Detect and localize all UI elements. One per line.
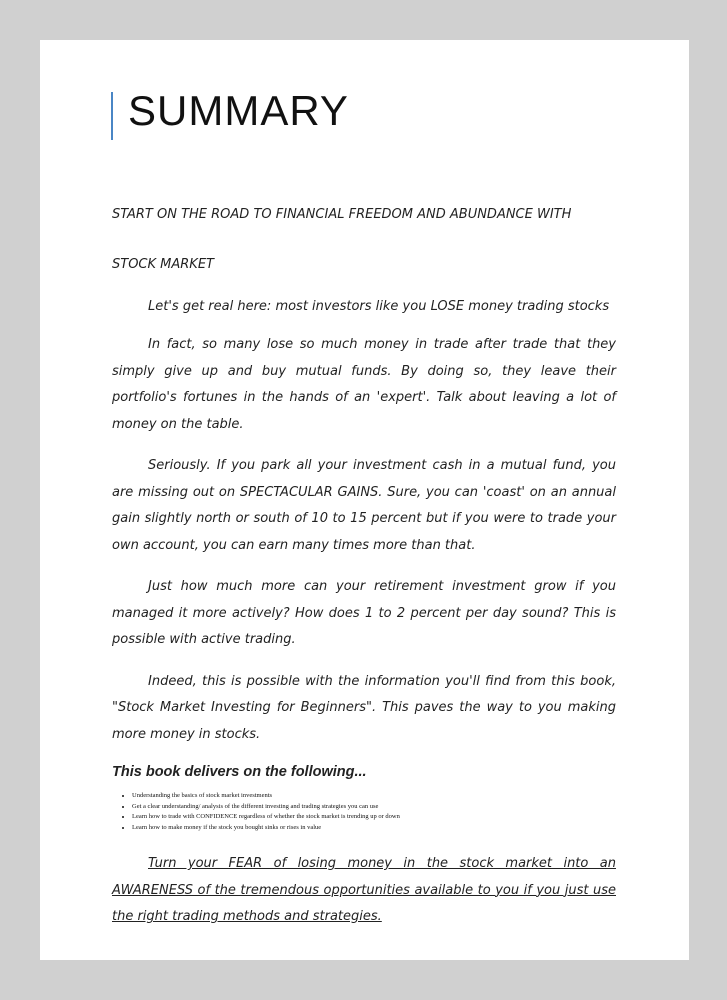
paragraph-2: In fact, so many lose so much money in trade after trade that they simply give up and buy mutual funds. By doing so, they leave their portfolio's fortunes in the hands of an 'expert'. Talk about leaving a lot of money on the table. [112,337,616,432]
bullet-list [112,791,616,833]
bullet-item: • Learn how to trade with CONFIDENCE regardless of whether the stock market is trending up or down [132,812,616,823]
bullet-item: • Learn how to make money if the stock you bought sinks or rises in value [132,823,616,834]
bullet-item: • Understanding the basics of stock market investments [132,791,616,802]
paragraph-1: Let's get real here: most investors like you LOSE money trading stocks [148,299,610,314]
paragraph-3: Seriously. If you park all your investment cash in a mutual fund, you are missing out on SPECTACULAR GAINS. Sure, you can 'coast' on an annual gain slightly north or south of 10 to 15 percent but if you were to trade your own account, you can earn many times more than that. [112,458,616,553]
closing-paragraph: Turn your FEAR of losing money in the stock market into an AWARENESS of the tremendous opportunities available to you if you just use the right trading methods and strategies. [112,856,616,924]
title-accent-bar [111,92,113,140]
paragraph-5: Indeed, this is possible with the information you'll find from this book, "Stock Market Investing for Beginners". This paves the way to you making more money in stocks. [112,673,616,742]
document-page [40,40,689,960]
section-heading-line-2: STOCK MARKET [112,257,214,272]
document-body [112,206,616,931]
section-heading-line-1: START ON THE ROAD TO FINANCIAL FREEDOM AND ABUNDANCE WITH [112,207,572,222]
page-title: SUMMARY [128,87,349,134]
paragraph-4: Just how much more can your retirement investment grow if you managed it more actively? How does 1 to 2 percent per day sound? This is possible with active trading. [112,579,616,647]
delivers-heading: This book delivers on the following... [112,764,367,780]
bullet-item: • Get a clear understanding/ analysis of the different investing and trading strategies you can use [132,802,616,813]
